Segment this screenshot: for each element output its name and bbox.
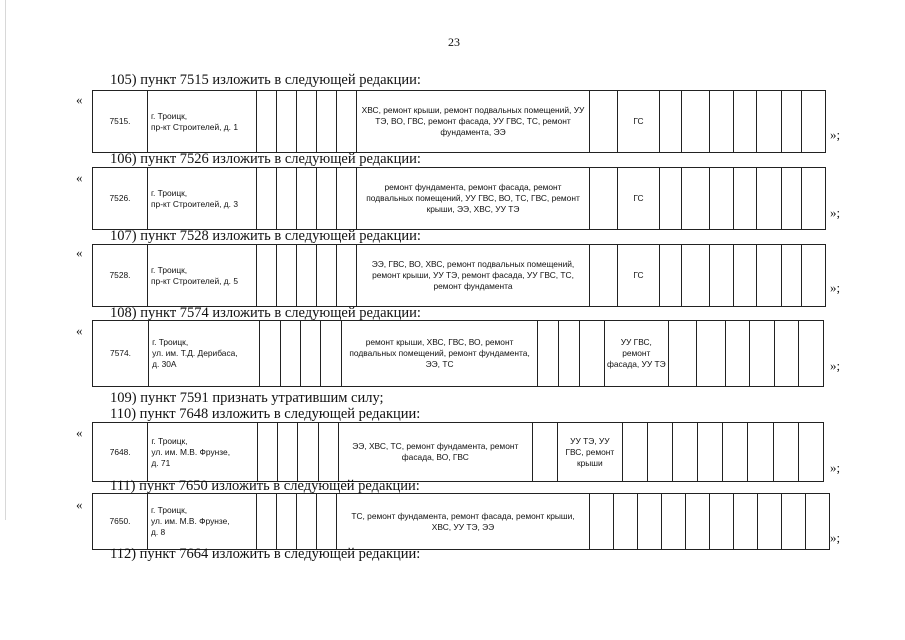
empty-cell (318, 423, 338, 482)
opening-quote: « (76, 323, 83, 338)
page-number: 23 (448, 35, 460, 49)
item-number-cell: 7515. (93, 91, 148, 153)
empty-cell (710, 494, 734, 550)
address-cell (148, 245, 257, 307)
empty-cell (257, 494, 277, 550)
empty-cell (614, 494, 638, 550)
empty-cell (280, 321, 300, 387)
opening-quote: « (76, 425, 83, 440)
empty-cell (710, 91, 734, 153)
empty-cell (710, 168, 734, 230)
address-cell (149, 321, 260, 387)
empty-cell (682, 91, 710, 153)
empty-cell (802, 168, 826, 230)
address-line: ул. им. М.В. Фрунзе, (151, 516, 230, 526)
item-number-cell: 7650. (93, 494, 148, 550)
table-row (92, 493, 830, 550)
empty-cell (782, 245, 802, 307)
empty-cell (773, 423, 798, 482)
empty-cell (647, 423, 672, 482)
empty-cell (622, 423, 647, 482)
empty-cell (638, 494, 662, 550)
empty-cell (782, 168, 802, 230)
empty-cell (806, 494, 830, 550)
opening-quote: « (76, 497, 83, 512)
item-heading: 111) пункт 7650 изложить в следующей редакции: (110, 478, 420, 494)
empty-cell (660, 91, 682, 153)
empty-cell (734, 168, 757, 230)
additional-works-cell: УУ ТЭ, УУ ГВС, ремонт крыши (558, 423, 622, 482)
address-line: г. Троицк, (151, 435, 188, 446)
empty-cell (710, 245, 734, 307)
empty-cell (297, 91, 317, 153)
empty-cell (558, 321, 579, 387)
empty-cell (257, 91, 277, 153)
opening-quote: « (76, 92, 83, 107)
empty-cell (317, 168, 337, 230)
address-line: г. Троицк, (151, 187, 188, 198)
works-list-cell: ремонт крыши, ХВС, ГВС, ВО, ремонт подвальных помещений, ремонт фундамента, ЭЭ, ТС (341, 321, 538, 387)
works-list-cell: ЭЭ, ХВС, ТС, ремонт фундамента, ремонт фасада, ВО, ГВС (338, 423, 532, 482)
empty-cell (757, 245, 782, 307)
empty-cell (260, 321, 280, 387)
empty-cell (317, 245, 337, 307)
address-cell (148, 423, 258, 482)
empty-cell (672, 423, 697, 482)
empty-cell (580, 321, 604, 387)
item-number-cell: 7528. (93, 245, 148, 307)
empty-cell (686, 494, 710, 550)
item-heading: 106) пункт 7526 изложить в следующей редакции: (110, 151, 421, 167)
empty-cell (757, 168, 782, 230)
empty-cell (660, 245, 682, 307)
address-line: ул. им. М.В. Фрунзе, (151, 446, 231, 457)
address-line: г. Троицк, (151, 264, 188, 275)
closing-quote: »; (830, 530, 841, 545)
empty-cell (300, 321, 320, 387)
address-line: г. Троицк, (152, 337, 189, 347)
empty-cell (748, 423, 773, 482)
address-line: пр-кт Строителей, д. 5 (151, 275, 238, 286)
empty-cell (798, 423, 823, 482)
additional-works-cell: ГС (618, 91, 660, 153)
additional-works-cell: ГС (618, 168, 660, 230)
empty-cell (590, 494, 614, 550)
empty-cell (697, 321, 726, 387)
works-list-cell: ХВС, ремонт крыши, ремонт подвальных помещений, УУ ТЭ, ВО, ГВС, ремонт фасада, УУ ГВС, ТС, ремонт фундамента, ЭЭ (357, 91, 590, 153)
empty-cell (277, 245, 297, 307)
item-heading: 107) пункт 7528 изложить в следующей редакции: (110, 228, 421, 244)
empty-cell (782, 494, 806, 550)
item-number-cell: 7574. (93, 321, 149, 387)
address-line: д. 71 (151, 457, 171, 468)
empty-cell (725, 321, 749, 387)
closing-quote: »; (830, 460, 841, 475)
empty-cell (337, 168, 357, 230)
closing-quote: »; (830, 127, 841, 142)
empty-cell (297, 245, 317, 307)
empty-cell (662, 494, 686, 550)
address-line: пр-кт Строителей, д. 1 (151, 121, 238, 132)
item-heading: 112) пункт 7664 изложить в следующей редакции: (110, 546, 421, 562)
opening-quote: « (76, 170, 83, 185)
empty-cell (590, 245, 618, 307)
item-number-cell: 7526. (93, 168, 148, 230)
closing-quote: »; (830, 205, 841, 220)
empty-cell (298, 423, 318, 482)
empty-cell (782, 91, 802, 153)
empty-cell (723, 423, 748, 482)
address-cell (148, 91, 257, 153)
address-line: ул. им. Т.Д. Дерибаса, (152, 348, 238, 358)
works-list-cell: ТС, ремонт фундамента, ремонт фасада, ремонт крыши, ХВС, УУ ТЭ, ЭЭ (337, 494, 590, 550)
works-list-cell: ремонт фундамента, ремонт фасада, ремонт подвальных помещений, УУ ГВС, ВО, ТС, ГВС, ремонт крыши, ЭЭ, ХВС, УУ ТЭ (357, 168, 590, 230)
empty-cell (734, 494, 758, 550)
address-line: г. Троицк, (151, 110, 188, 121)
empty-cell (278, 423, 298, 482)
scan-edge-line (5, 0, 6, 520)
empty-cell (590, 91, 618, 153)
empty-cell (337, 245, 357, 307)
empty-cell (668, 321, 697, 387)
address-line: пр-кт Строителей, д. 3 (151, 198, 238, 209)
empty-cell (660, 168, 682, 230)
works-list-cell: ЭЭ, ГВС, ВО, ХВС, ремонт подвальных помещений, ремонт крыши, УУ ТЭ, ремонт фасада, УУ ГВС, ТС, ремонт фундамента (357, 245, 590, 307)
table-row (92, 167, 826, 230)
empty-cell (802, 245, 826, 307)
address-cell (148, 168, 257, 230)
empty-cell (698, 423, 723, 482)
empty-cell (590, 168, 618, 230)
additional-works-cell: УУ ГВС, ремонт фасада, УУ ТЭ (604, 321, 668, 387)
empty-cell (317, 494, 337, 550)
empty-cell (257, 168, 277, 230)
item-heading: 105) пункт 7515 изложить в следующей редакции: (110, 72, 421, 88)
additional-works-cell: ГС (618, 245, 660, 307)
empty-cell (317, 91, 337, 153)
opening-quote: « (76, 245, 83, 260)
table-row (92, 422, 824, 482)
address-line: г. Троицк, (151, 505, 188, 515)
empty-cell (802, 91, 826, 153)
closing-quote: »; (830, 358, 841, 373)
address-cell (148, 494, 257, 550)
empty-cell (734, 91, 757, 153)
empty-cell (257, 245, 277, 307)
empty-cell (258, 423, 278, 482)
empty-cell (297, 494, 317, 550)
address-line: д. 8 (151, 527, 166, 537)
empty-cell (682, 168, 710, 230)
table-row (92, 244, 826, 307)
empty-cell (277, 494, 297, 550)
empty-cell (774, 321, 798, 387)
empty-cell (532, 423, 557, 482)
closing-quote: »; (830, 280, 841, 295)
empty-cell (758, 494, 782, 550)
empty-cell (321, 321, 341, 387)
item-number-cell: 7648. (93, 423, 148, 482)
empty-cell (757, 91, 782, 153)
empty-cell (277, 91, 297, 153)
empty-cell (277, 168, 297, 230)
empty-cell (538, 321, 558, 387)
item-heading: 109) пункт 7591 признать утратившим силу; (110, 390, 384, 406)
table-row (92, 90, 826, 153)
empty-cell (297, 168, 317, 230)
empty-cell (734, 245, 757, 307)
empty-cell (682, 245, 710, 307)
item-heading: 108) пункт 7574 изложить в следующей редакции: (110, 305, 421, 321)
empty-cell (750, 321, 774, 387)
table-row (92, 320, 824, 387)
empty-cell (799, 321, 824, 387)
item-heading: 110) пункт 7648 изложить в следующей редакции: (110, 406, 421, 422)
address-line: д. 30А (152, 359, 177, 369)
empty-cell (337, 91, 357, 153)
